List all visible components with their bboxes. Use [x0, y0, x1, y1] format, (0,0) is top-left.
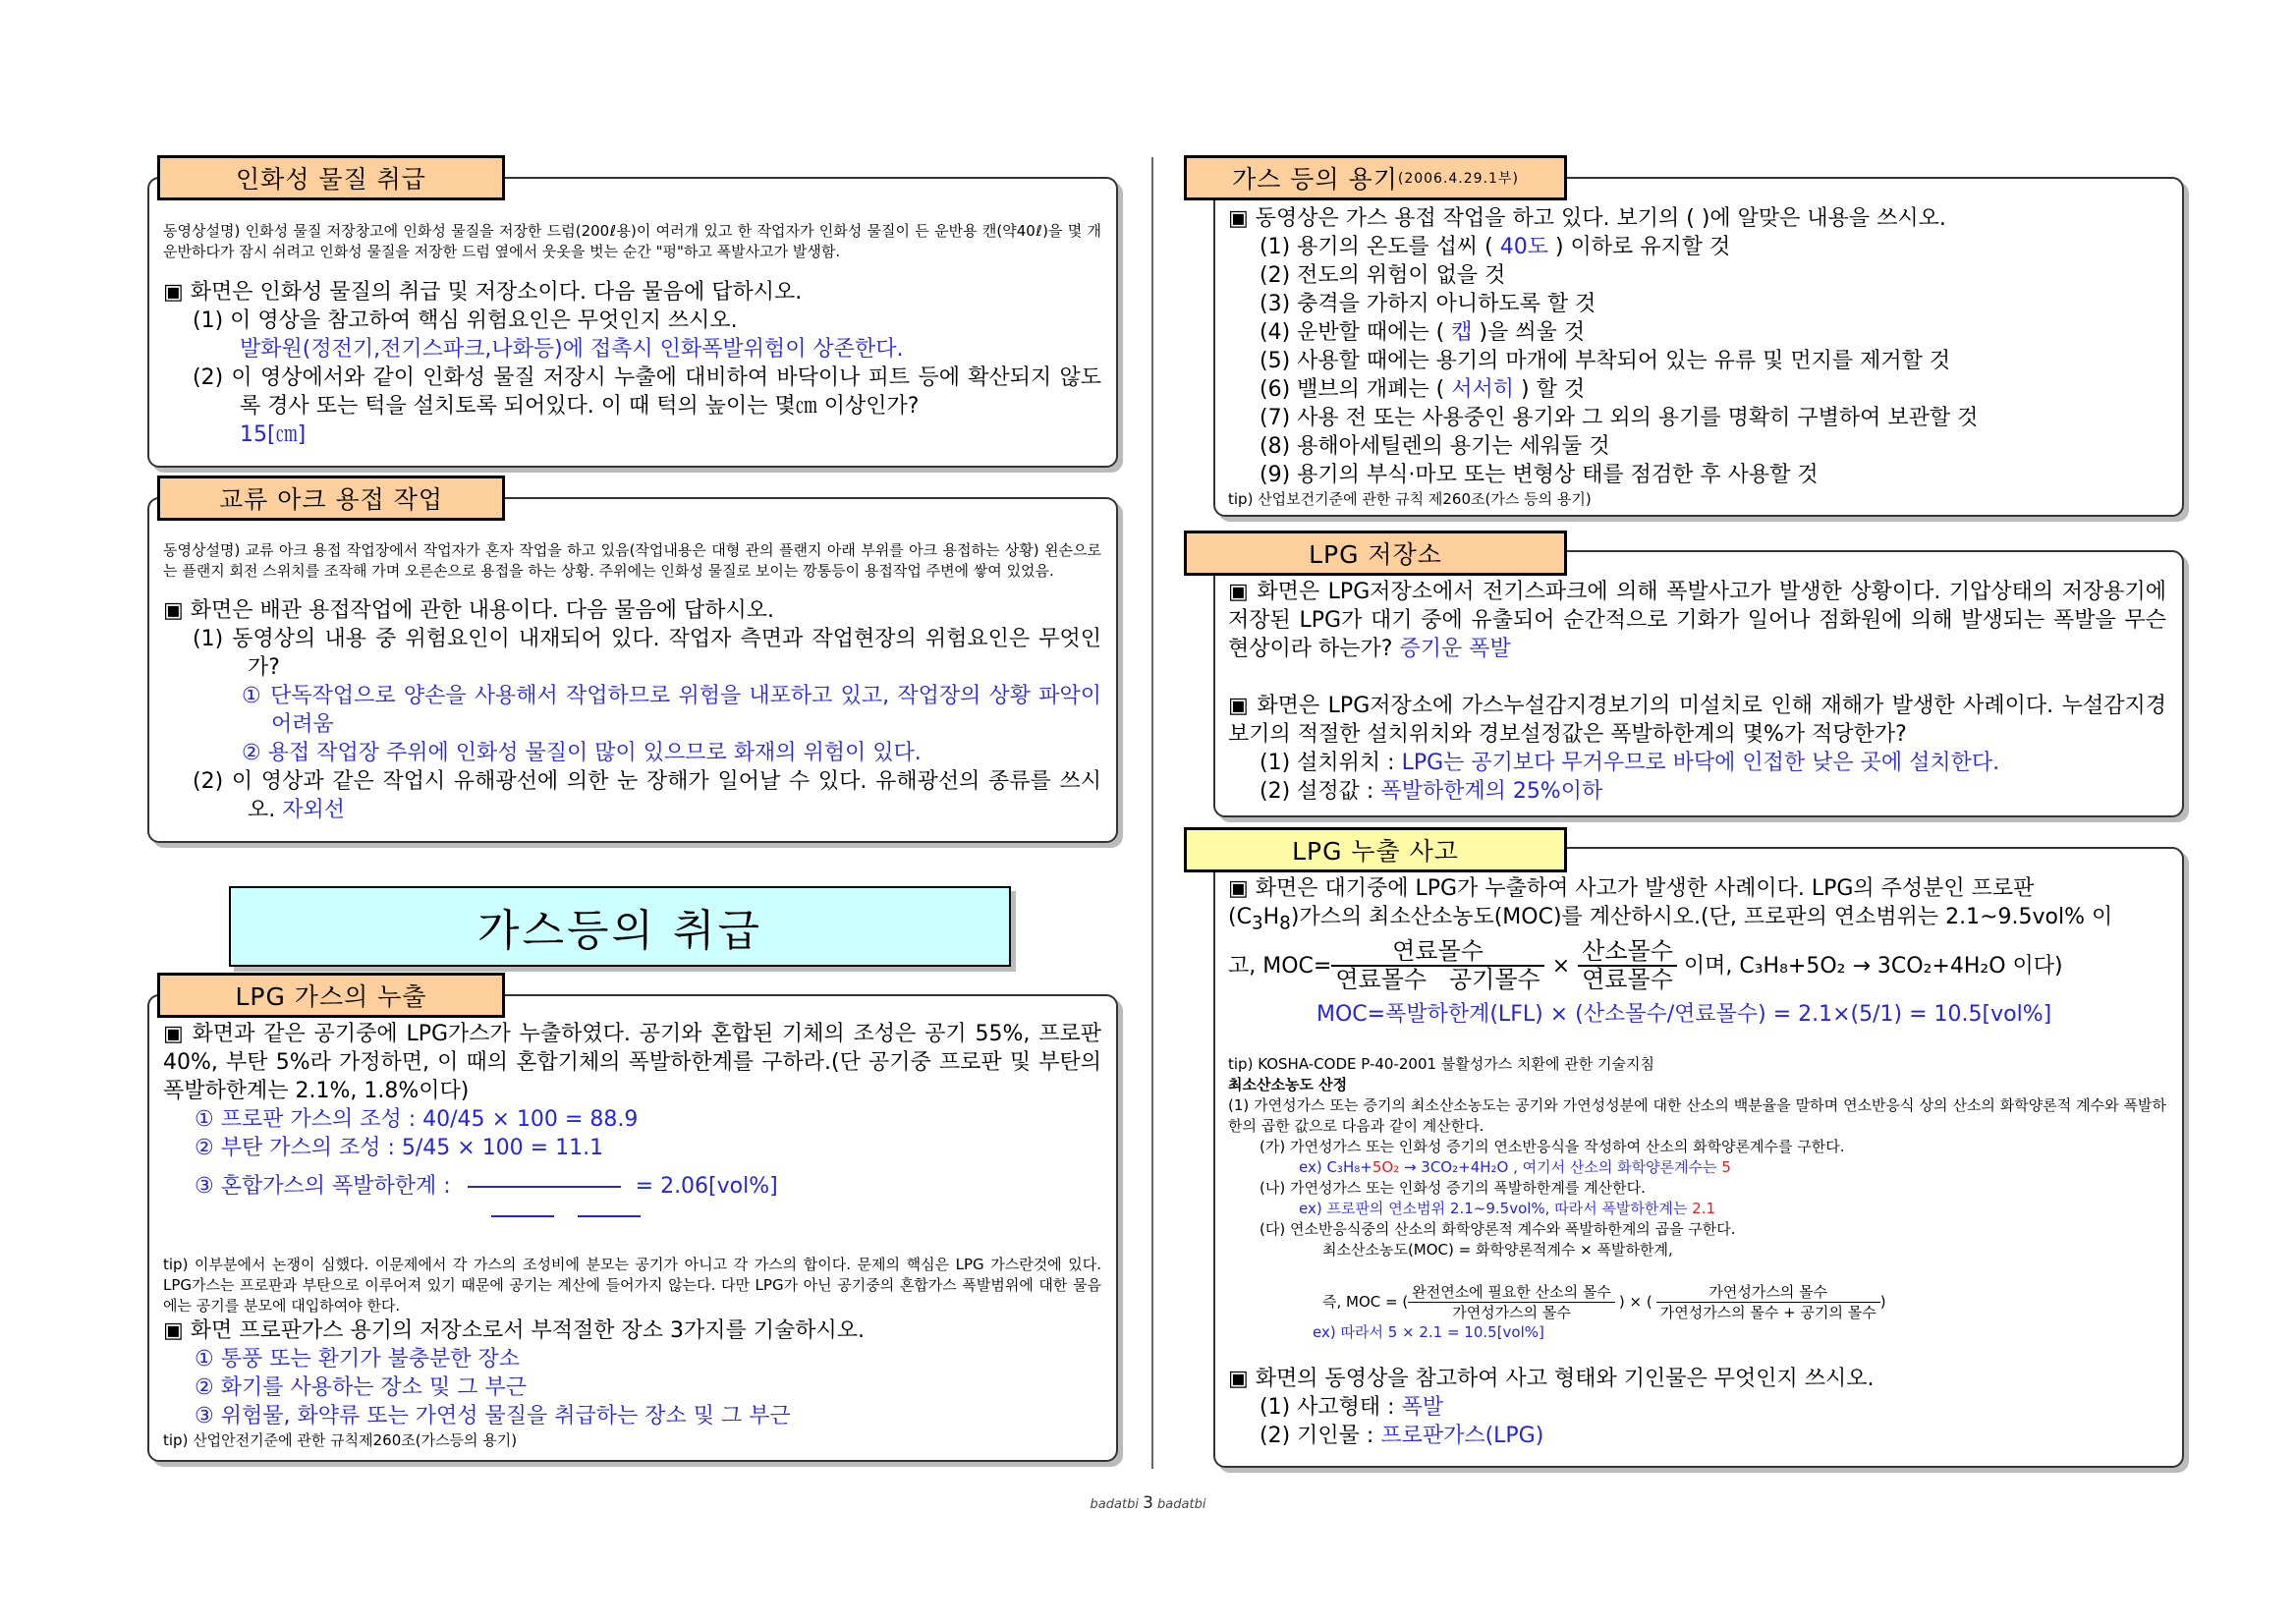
footer-right: badatbi [1157, 1497, 1206, 1512]
item-6: (6) 밸브의 개폐는 ( 서서히 ) 할 것 [1260, 377, 1586, 402]
page-footer [0, 1493, 2296, 1513]
section-title-lpg-accident: LPG 누출 사고 [1184, 827, 1567, 872]
section-gas-container-content [1228, 204, 2166, 510]
item-4: (4) 운반할 때에는 ( 캡 )을 씌울 것 [1260, 320, 1586, 345]
section-lpg-accident-content [1228, 874, 2166, 1450]
question-2: ▣ 화면의 동영상을 참고하여 사고 형태와 기인물은 무엇인지 쓰시오. [1228, 1367, 1875, 1392]
section-title-text: 가스 등의 용기 [1232, 165, 1398, 194]
answer-3-label: ③ 혼합가스의 폭발하한계 : [195, 1174, 451, 1199]
moc-example: ex) 따라서 5 × 2.1 = 10.5[vol%] [1313, 1323, 1544, 1342]
answer-1: 증기운 폭발 [1399, 637, 1511, 661]
tip-ga: (가) 가연성가스 또는 인화성 증기의 연소반응식을 작성하여 산소의 화학양론계수를 구한다. [1260, 1138, 1845, 1156]
question-2-answer-2: (2) 기인물 : 프로판가스(LPG) [1260, 1424, 1544, 1449]
answer-3 [163, 1172, 1101, 1231]
question-1-line-1: ▣ 화면은 대기중에 LPG가 누출하여 사고가 발생한 사례이다. LPG의 주성분인 프로판 [1228, 876, 2035, 901]
question-2-answer-1: (1) 사고형태 : 폭발 [1260, 1395, 1444, 1421]
question-main: ▣ 화면과 같은 공기중에 LPG가스가 누출하였다. 공기와 혼합된 기체의 조성은 공기 55%, 프로판 40%, 부탄 5%라 가정하면, 이 때의 혼합기체의 폭발하한계를 구하라.(단 공기중 프로판 및 부탄의 폭발하한계는 2.1%, 1.8%이다) [163, 1022, 1101, 1103]
section-title-gas-container [1184, 155, 1567, 200]
multiply-sign: × [1551, 953, 1571, 979]
question-1-line-2: $(C_3H_8)$가스의 최소산소농도(MOC)를 계산하시오.(단, 프로판의 연소범위는 2.1~9.5vol% 이 [1228, 905, 2113, 934]
answer-1-1: ① 단독작업으로 양손을 사용해서 작업하므로 위험을 내포하고 있고, 작업장의 상황 파악이 어려움 [242, 684, 1101, 737]
answer-2-1: (1) 설치위치 : LPG는 공기보다 무거우므로 바닥에 인접한 낮은 곳에 설치한다. [1260, 751, 2000, 775]
moc-fraction-1: $\frac{\text{완전연소에 필요한 산소의 몰수}}{\text{가연성가스의 몰수}}$ [1408, 1282, 1615, 1322]
fraction-line-sub2 [578, 1215, 641, 1217]
fraction-line-main [468, 1186, 621, 1188]
formula-answer: MOC=폭발하한계(LFL) × (산소몰수/연료몰수) = 2.1×(5/1) = 10.5[vol%] [1316, 1002, 2052, 1028]
fraction-fuel: $\frac{\text{연료몰수}}{\text{연료몰수 공기몰수}}$ [1331, 938, 1543, 993]
moc-formula-line [1228, 937, 2166, 994]
tip-na: (나) 가연성가스 또는 인화성 증기의 폭발하한계를 계산한다. [1260, 1179, 1646, 1198]
tip-ga-example: ex) C₃H₈+5O₂ → 3CO₂+4H₂O , 여기서 산소의 화학양론계수는 5 [1299, 1158, 1731, 1177]
answer-2-2: (2) 설정값 : 폭발하한계의 25%이하 [1260, 779, 1603, 804]
section-title-date: (2006.4.29.1부) [1397, 171, 1519, 187]
section-title-flammable: 인화성 물질 취급 [157, 155, 505, 200]
item-1: (1) 용기의 온도를 섭씨 ( 40도 ) 이하로 유지할 것 [1260, 235, 1731, 259]
question-2-answer-2: ② 화기를 사용하는 장소 및 그 부근 [195, 1375, 527, 1400]
tip-note-2: tip) 산업안전기준에 관한 규칙제260조(가스등의 용기) [163, 1431, 518, 1449]
item-4-answer: 캡 [1451, 320, 1473, 345]
question-2: ▣ 화면 프로판가스 용기의 저장소로서 부적절한 장소 3가지를 기술하시오. [163, 1318, 866, 1343]
item-6-answer: 서서히 [1451, 377, 1514, 402]
section-lpg-storage-content [1228, 578, 2166, 806]
answer-3-result: = 2.06[vol%] [635, 1174, 778, 1199]
item-3: (3) 충격을 가하지 아니하도록 할 것 [1260, 292, 1596, 316]
section-title-lpg-storage: LPG 저장소 [1184, 531, 1567, 576]
question-1-text: ▣ 화면은 LPG저장소에서 전기스파크에 의해 폭발사고가 발생한 상황이다. 기압상태의 저장용기에 저장된 LPG가 대기 중에 유출되어 순간적으로 기화가 일어나 점화원에 의해 발생되는 폭발을 무슨 현상이라 하는가? [1228, 580, 2166, 661]
tip-da: (다) 연소반응식중의 산소의 화학양론적 계수와 폭발하한계의 곱을 구한다. [1260, 1220, 1736, 1239]
moc-fraction-2: $\frac{\text{가연성가스의 몰수}}{\text{가연성가스의 몰수 + 공기의 몰수}}$ [1656, 1282, 1880, 1322]
question-main: ▣ 동영상은 가스 용접 작업을 하고 있다. 보기의 ( )에 알맞은 내용을 쓰시오. [1228, 206, 1946, 231]
question-2-text: (2) 이 영상과 같은 작업시 유해광선에 의한 눈 장해가 일어날 수 있다. 유해광선의 종류를 쓰시오. [193, 769, 1101, 822]
item-2: (2) 전도의 위험이 없을 것 [1260, 263, 1506, 288]
fraction-line-sub1 [491, 1215, 554, 1217]
question-2-answer-1: ① 통풍 또는 환기가 불충분한 장소 [195, 1347, 520, 1372]
answer-1: ① 프로판 가스의 조성 : 40/45 × 100 = 88.9 [195, 1107, 639, 1132]
item-5: (5) 사용할 때에는 용기의 마개에 부착되어 있는 유류 및 먼지를 제거할 것 [1260, 349, 1951, 373]
question-main: ▣ 화면은 인화성 물질의 취급 및 저장소이다. 다음 물음에 답하시오. [163, 280, 803, 305]
video-description: 동영상설명) 인화성 물질 저장창고에 인화성 물질을 저장한 드럼(200ℓ용)이 여러개 있고 한 작업자가 인화성 물질이 든 운반용 캔(약40ℓ)을 몇 개 운반하다가 잠시 쉬려고 인화성 물질을 저장한 드럼 옆에서 웃옷을 벗는 순간 "펑"하고 폭발사고가 발생함. [163, 222, 1101, 260]
item-1-answer: 40도 [1499, 235, 1548, 259]
fraction-oxygen: $\frac{\text{산소몰수}}{\text{연료몰수}}$ [1578, 938, 1677, 993]
item-7: (7) 사용 전 또는 사용중인 용기와 그 외의 용기를 명확히 구별하여 보관할 것 [1260, 406, 1979, 430]
answer-1-2: ② 용접 작업장 주위에 인화성 물질이 많이 있으므로 화재의 위험이 있다. [242, 741, 922, 765]
answer-1: 발화원(정전기,전기스파크,나화등)에 접촉시 인화폭발위험이 상존한다. [240, 337, 904, 362]
question-2-answer-3: ③ 위험물, 화약류 또는 가연성 물질을 취급하는 장소 및 그 부근 [195, 1404, 791, 1428]
section-arc-welding-content [163, 526, 1101, 824]
formula-prefix: 고, MOC= [1228, 953, 1332, 979]
section-title-arc-welding: 교류 아크 용접 작업 [157, 476, 505, 521]
moc-small-formula [1228, 1282, 2166, 1322]
video-description: 동영상설명) 교류 아크 용접 작업장에서 작업자가 혼자 작업을 하고 있음(작업내용은 대형 관의 플랜지 아래 부위를 아크 용접하는 상황) 왼손으로는 플랜지 회전 스위치를 조작해 가며 오른손으로 용접을 하는 상황. 주위에는 인화성 물질로 보이는 깡통등이 용접작업 주변에 쌓여 있었음. [163, 541, 1101, 580]
question-2: ▣ 화면은 LPG저장소에 가스누설감지경보기의 미설치로 인해 재해가 발생한 사례이다. 누설감지경보기의 적절한 설치위치와 경보설정값은 폭발하한계의 몇%가 적당한가? [1228, 694, 2166, 747]
question-main: ▣ 화면은 배관 용접작업에 관한 내용이다. 다음 물음에 답하시오. [163, 598, 775, 623]
answer-2: 자외선 [282, 798, 346, 822]
item-8: (8) 용해아세틸렌의 용기는 세워둘 것 [1260, 434, 1610, 459]
tip-note: tip) 산업보건기준에 관한 규칙 제260조(가스 등의 용기) [1228, 490, 1592, 508]
item-9: (9) 용기의 부식·마모 또는 변형상 태를 점검한 후 사용할 것 [1260, 463, 1819, 487]
section-lpg-leak-content [163, 1020, 1101, 1451]
question-1: (1) 동영상의 내용 중 위험요인이 내재되어 있다. 작업자 측면과 작업현장의 위험요인은 무엇인가? [193, 627, 1101, 680]
answer-2: ② 부탄 가스의 조성 : 5/45 × 100 = 11.1 [195, 1136, 604, 1160]
section-flammable-content [163, 206, 1101, 449]
tip-na-example: ex) 프로판의 연소범위 2.1~9.5vol%, 따라서 폭발하한계는 2.1 [1299, 1200, 1716, 1218]
formula-suffix: 이며, C₃H₈+5O₂ → 3CO₂+4H₂O 이다) [1676, 953, 2063, 979]
tip-title: tip) KOSHA-CODE P-40-2001 불활성가스 치환에 관한 기술지침 [1228, 1055, 1654, 1074]
tip-da-line: 최소산소농도(MOC) = 화학양론적계수 × 폭발하한계, [1322, 1241, 1673, 1260]
moc-suffix: ) [1879, 1293, 1886, 1312]
page-number: 3 [1143, 1493, 1153, 1513]
question-2: (2) 이 영상에서와 같이 인화성 물질 저장시 누출에 대비하여 바닥이나 피트 등에 확산되지 않도록 경사 또는 턱을 설치토록 되어있다. 이 때 턱의 높이는 몇㎝ 이상인가? [193, 365, 1101, 419]
moc-middle: ) × ( [1618, 1293, 1652, 1312]
question-1 [1228, 578, 2166, 663]
chapter-title: 가스등의 취급 [229, 886, 1011, 967]
moc-prefix: 즉, MOC = ( [1322, 1293, 1409, 1312]
answer-2: 15[㎝] [240, 422, 307, 447]
question-1: (1) 이 영상을 참고하여 핵심 위험요인은 무엇인지 쓰시오. [193, 308, 738, 333]
tip-note: tip) 이부분에서 논쟁이 심했다. 이문제에서 각 가스의 조성비에 분모는 공기가 아니고 각 가스의 합이다. 문제의 핵심은 LPG 가스란것에 있다. LPG가스는 프로판과 부탄으로 이루어져 있기 때문에 공기는 계산에 들어가지 않는다. 다만 LPG가 아닌 공기중의 혼합가스 폭발범위에 대한 물음에는 공기를 분모에 대입하여야 한다. [163, 1256, 1101, 1315]
column-divider [1151, 157, 1153, 1469]
question-2 [163, 767, 1101, 824]
tip-subtitle: 최소산소농도 산정 [1228, 1076, 1348, 1094]
section-title-lpg-leak: LPG 가스의 누출 [157, 973, 505, 1018]
tip-1: (1) 가연성가스 또는 증기의 최소산소농도는 공기와 가연성성분에 대한 산소의 백분율을 말하며 연소반응식 상의 산소의 화학양론적 계수와 폭발하한의 곱한 값으로 다음과 같이 계산한다. [1228, 1096, 2166, 1136]
footer-left: badatbi [1090, 1497, 1139, 1512]
